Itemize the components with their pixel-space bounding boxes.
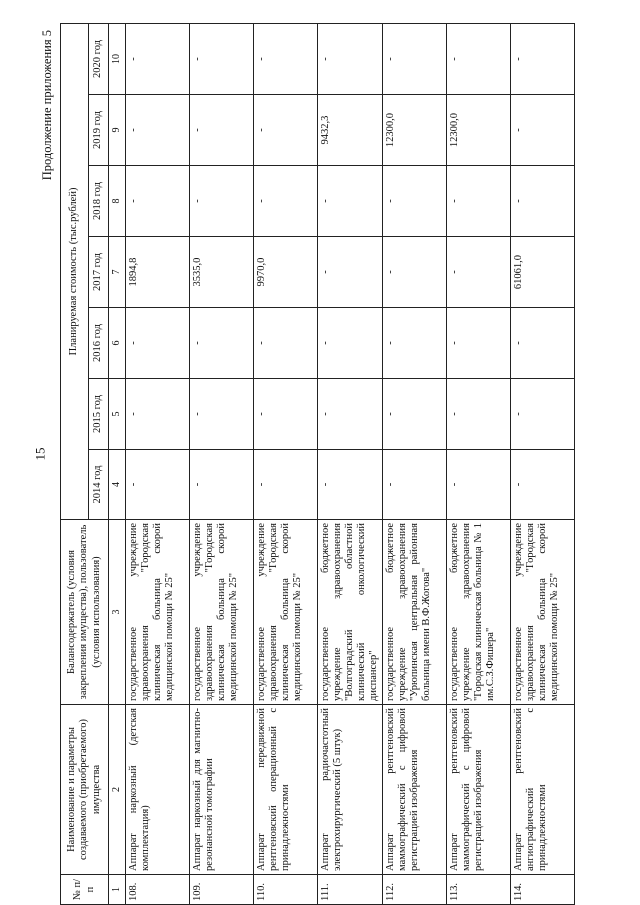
cost-value: -: [510, 379, 574, 450]
cost-value: -: [189, 166, 253, 237]
cost-value: -: [382, 308, 446, 379]
cost-value: -: [125, 166, 189, 237]
cost-value: -: [253, 308, 317, 379]
cost-value: 3535,0: [189, 237, 253, 308]
balance-holder: государственное учреждение здравоохранения "Городская клиническая больница скорой медицинской помощи № 25": [510, 520, 574, 705]
cost-value: -: [125, 308, 189, 379]
cost-value: -: [446, 237, 510, 308]
property-name: Аппарат передвижной рентгеновский операционный с принадлежностями: [253, 705, 317, 875]
cost-value: -: [189, 379, 253, 450]
table-row: [382, 23, 446, 904]
cost-value: -: [446, 308, 510, 379]
balance-holder: государственное бюджетное учреждение здравоохранения "Волгоградский областной клинический онкологический диспансер": [317, 520, 382, 705]
cost-value: -: [382, 237, 446, 308]
property-name: Аппарат радиочастотный электрохирургический (5 штук): [317, 705, 382, 875]
cost-value: -: [382, 23, 446, 94]
cost-value: -: [253, 379, 317, 450]
cost-value: -: [382, 379, 446, 450]
table-row: [317, 23, 382, 904]
cost-value: -: [446, 23, 510, 94]
cost-value: -: [446, 379, 510, 450]
column-index: 10: [109, 23, 126, 94]
cost-value: -: [189, 308, 253, 379]
property-name: Аппарат рентгеновский маммографический с цифровой регистрацией изображения: [446, 705, 510, 875]
table-row: [510, 23, 574, 904]
cost-value: 61061,0: [510, 237, 574, 308]
cost-value: -: [317, 379, 382, 450]
cost-value: -: [125, 23, 189, 94]
cost-value: 1894,8: [125, 237, 189, 308]
cost-value: -: [125, 379, 189, 450]
cost-value: -: [125, 450, 189, 520]
cost-value: -: [253, 95, 317, 166]
balance-holder: государственное учреждение здравоохранения "Городская клиническая больница скорой медицинской помощи № 25": [189, 520, 253, 705]
cost-value: -: [253, 23, 317, 94]
header-num: № п/п: [61, 875, 109, 905]
table-row: [189, 23, 253, 904]
rotated-page: [40, 24, 620, 905]
table-row: [125, 23, 189, 904]
cost-value: -: [382, 450, 446, 520]
header-year: 2017 год: [89, 237, 109, 308]
column-index: 6: [109, 308, 126, 379]
cost-value: -: [510, 308, 574, 379]
cost-value: -: [189, 450, 253, 520]
property-name: Аппарат рентгеновский маммографический с цифровой регистрацией изображения: [382, 705, 446, 875]
property-name: Аппарат наркозный (детская комплектация): [125, 705, 189, 875]
row-number: 111.: [317, 875, 382, 905]
cost-value: -: [446, 450, 510, 520]
column-index: 3: [109, 520, 126, 705]
table-row: [253, 23, 317, 904]
header-year: 2018 год: [89, 166, 109, 237]
cost-value: -: [510, 166, 574, 237]
cost-value: -: [317, 308, 382, 379]
header-name: Наименование и параметры создаваемого (приобретаемого) имущества: [61, 705, 109, 875]
column-index: 7: [109, 237, 126, 308]
cost-value: 12300,0: [382, 95, 446, 166]
cost-value: -: [317, 166, 382, 237]
balance-holder: государственное учреждение здравоохранения "Городская клиническая больница скорой медицинской помощи № 25": [253, 520, 317, 705]
property-name: Аппарат наркозный для магнитно-резонансной томографии: [189, 705, 253, 875]
cost-value: -: [317, 23, 382, 94]
header-holder: Балансодержатель (условия закрепления имущества), пользователь (условия использования): [61, 520, 109, 705]
cost-value: -: [253, 166, 317, 237]
column-index: 8: [109, 166, 126, 237]
balance-holder: государственное бюджетное учреждение здравоохранения "Городская клиническая больница № 1 им.С.З.Фишера": [446, 520, 510, 705]
cost-value: -: [253, 450, 317, 520]
table-row: [446, 23, 510, 904]
row-number: 109.: [189, 875, 253, 905]
continuation-title: Продолжение приложения 5: [40, 30, 54, 181]
row-number: 110.: [253, 875, 317, 905]
balance-holder: государственное бюджетное учреждение здравоохранения "Урюпинская центральная районная больница имени В.Ф.Жогова": [382, 520, 446, 705]
cost-value: -: [510, 23, 574, 94]
row-number: 113.: [446, 875, 510, 905]
cost-value: -: [510, 450, 574, 520]
column-index: 2: [109, 705, 126, 875]
header-cost-group: Планируемая стоимость (тыс.рублей): [61, 23, 89, 519]
header-year: 2015 год: [89, 379, 109, 450]
cost-value: 9432,3: [317, 95, 382, 166]
row-number: 112.: [382, 875, 446, 905]
header-year: 2014 год: [89, 450, 109, 520]
header-year: 2019 год: [89, 95, 109, 166]
cost-value: -: [510, 95, 574, 166]
cost-value: -: [317, 237, 382, 308]
cost-value: -: [189, 23, 253, 94]
page-number: 15: [32, 447, 48, 461]
column-index: 4: [109, 450, 126, 520]
row-number: 114.: [510, 875, 574, 905]
property-name: Аппарат рентгеновский ангиографический с принадлежностями: [510, 705, 574, 875]
cost-value: 12300,0: [446, 95, 510, 166]
cost-value: -: [382, 166, 446, 237]
header-year: 2016 год: [89, 308, 109, 379]
cost-value: -: [125, 95, 189, 166]
column-index: 1: [109, 875, 126, 905]
cost-value: -: [317, 450, 382, 520]
cost-value: -: [189, 95, 253, 166]
cost-value: 9970,0: [253, 237, 317, 308]
property-table: [60, 23, 575, 905]
cost-value: -: [446, 166, 510, 237]
column-index: 5: [109, 379, 126, 450]
balance-holder: государственное учреждение здравоохранения "Городская клиническая больница скорой медицинской помощи № 25": [125, 520, 189, 705]
header-year: 2020 год: [89, 23, 109, 94]
column-index: 9: [109, 95, 126, 166]
row-number: 108.: [125, 875, 189, 905]
